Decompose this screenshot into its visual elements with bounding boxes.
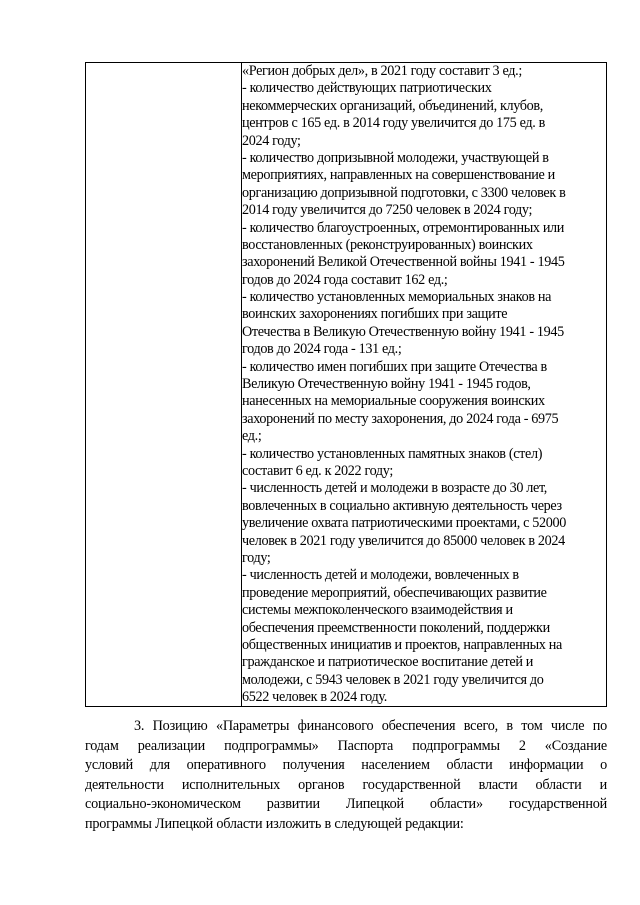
- cell-text-line: центров с 165 ед. в 2014 году увеличится до 175 ед. в: [242, 115, 545, 132]
- cell-text-line: общественных инициатив и проектов, направленных на: [242, 636, 562, 653]
- cell-text-line: - численность детей и молодежи, вовлеченных в: [242, 567, 519, 584]
- cell-text-line: молодежи, с 5943 человек в 2021 году увеличится до: [242, 671, 544, 688]
- cell-text-line: - количество допризывной молодежи, участвующей в: [242, 149, 549, 166]
- cell-text-line: 6522 человек в 2024 году.: [242, 689, 387, 706]
- paragraph-line: социально-экономическом развитии Липецкой области» государственной: [85, 796, 607, 813]
- paragraph-line: годам реализации подпрограммы» Паспорта подпрограммы 2 «Создание: [85, 737, 607, 754]
- cell-text-line: - количество имен погибших при защите Отечества в: [242, 358, 547, 375]
- cell-text-line: - количество действующих патриотических: [242, 80, 492, 97]
- paragraph-line: деятельности исполнительных органов государственной власти области и: [85, 776, 607, 793]
- cell-text-line: обеспечения преемственности поколений, поддержки: [242, 619, 550, 636]
- cell-text-line: - количество благоустроенных, отремонтированных или: [242, 219, 565, 236]
- cell-text-line: «Регион добрых дел», в 2021 году составит 3 ед.;: [242, 63, 522, 79]
- cell-text-line: мероприятиях, направленных на совершенствование и: [242, 167, 555, 184]
- passport-table: [85, 62, 607, 707]
- cell-text-line: захоронений по месту захоронения, до 2024 года - 6975: [242, 410, 559, 427]
- cell-text-line: системы межпоколенческого взаимодействия и: [242, 602, 513, 619]
- cell-text-line: Великую Отечественную войну 1941 - 1945 годов,: [242, 376, 531, 393]
- cell-text-line: нанесенных на мемориальные сооружения воинских: [242, 393, 545, 410]
- cell-text-line: годов до 2024 года - 131 ед.;: [242, 341, 402, 358]
- paragraph-line: программы Липецкой области изложить в следующей редакции:: [85, 815, 464, 832]
- cell-text-line: 2024 году;: [242, 132, 301, 149]
- cell-text-line: Отечества в Великую Отечественную войну 1941 - 1945: [242, 323, 564, 340]
- cell-text-line: вовлеченных в социально активную деятельность через: [242, 497, 562, 514]
- table-left-cell: [86, 63, 242, 707]
- cell-text-line: увеличение охвата патриотическими проектами, с 52000: [242, 515, 567, 532]
- paragraph-line: 3. Позицию «Параметры финансового обеспечения всего, в том числе по: [134, 718, 607, 734]
- cell-text-line: 2014 году увеличится до 7250 человек в 2024 году;: [242, 202, 533, 219]
- cell-text-line: - количество установленных памятных знаков (стел): [242, 445, 543, 462]
- cell-text-line: восстановленных (реконструированных) воинских: [242, 236, 533, 253]
- cell-text-line: проведение мероприятий, обеспечивающих развитие: [242, 584, 547, 601]
- cell-text-line: гражданское и патриотическое воспитание детей и: [242, 654, 534, 671]
- amendment-paragraph: [85, 717, 607, 835]
- table-row: [86, 63, 607, 707]
- cell-text-line: захоронений Великой Отечественной войны 1941 - 1945: [242, 254, 565, 271]
- cell-text-line: - количество установленных мемориальных знаков на: [242, 289, 552, 306]
- cell-text-line: воинских захоронениях погибших при защите: [242, 306, 508, 323]
- cell-text-line: некоммерческих организаций, объединений, клубов,: [242, 97, 543, 114]
- table-right-cell: [242, 63, 607, 707]
- cell-text-line: составит 6 ед. к 2022 году;: [242, 462, 393, 479]
- cell-text-line: человек в 2021 году увеличится до 85000 человек в 2024: [242, 532, 565, 549]
- cell-text-line: году;: [242, 549, 271, 566]
- cell-text-line: годов до 2024 года составит 162 ед.;: [242, 271, 448, 288]
- paragraph-line: условий для оперативного получения населением области информации о: [85, 757, 607, 774]
- cell-text-line: организацию допризывной подготовки, с 3300 человек в: [242, 184, 566, 201]
- cell-text-line: - численность детей и молодежи в возрасте до 30 лет,: [242, 480, 547, 497]
- cell-text-line: ед.;: [242, 428, 262, 445]
